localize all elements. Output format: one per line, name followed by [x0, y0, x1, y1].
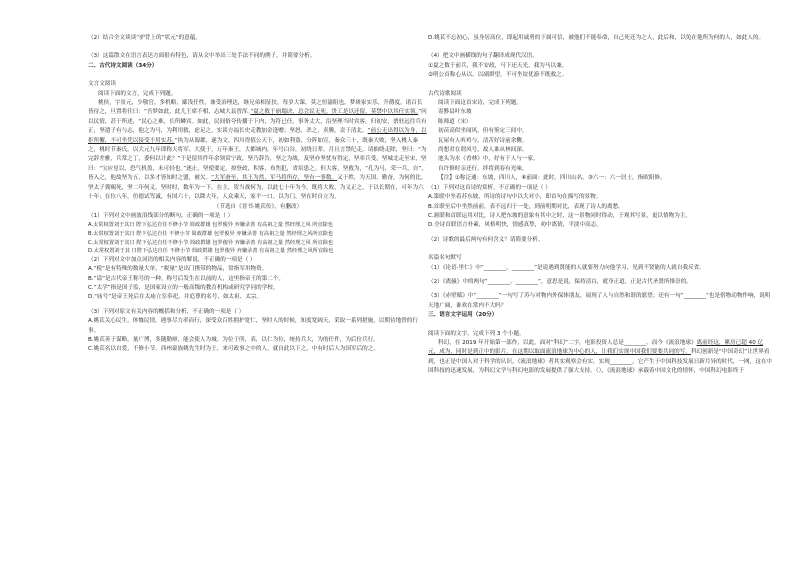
poem-question-1-option-c: C.颔联和首联运用对比，诗人把东坡的意象有其中之时，这一景物同时得动，于观其写景，更以情物为主。: [428, 212, 691, 219]
poem-line: 自许修时亲还行，拌将到春有光味。: [438, 165, 528, 172]
question-6-option-c: C.姚苌名以自爱，不修小节，西州豪族姚先生时为王，来可政事之中的人，就自此以下之，中有时后人为国军后的之。: [88, 346, 379, 353]
classical-heading: 文言文阅读: [88, 81, 116, 88]
fill-question-1: （1）《论语·里仁》中“________，________”是说遇到贤能的人就要努力向他学习，见到不贤能的人就自我反省。: [428, 264, 705, 271]
question-2: （2）结合全文谈谈“驴背上的”状元“的意蕴。: [88, 35, 201, 41]
question-4-option-a: A.太常权置刘于其日 陛下弘达自任不修小节 简政群雄 包罗俊异 弃嫌录善 有高祖之量 然经理之风 所宜除也: [88, 222, 333, 229]
question-5-option-a: A.“税”是有特殊的数量大单，“税量”是出门携带的物品，常指军用物资。: [88, 266, 268, 273]
poem-line: 瓦屋有人听鸡与，清苦好诗前余鞭。: [438, 137, 528, 144]
fill-section-heading: 名篇名句默写: [428, 255, 462, 262]
fill-question-2: （2）《离骚》中的两句“________，________”，意思是说，保持清白，就身正道，正是古代圣贤所推崇的。: [428, 278, 692, 285]
language-passage: 科幻，在 2019 年开始第一部作，以此，面对“科幻”二字，电影投资人总是________。而今《流浪地球》离前经这，累房已超 40 亿元，成为，同时是到正中的影片。在这期以取面流浪地球为中心的人，让我们实现中国我们要要共同的写。科幻创新是“中国奇幻”让世界看到，也正是中国人对于科学的认识。《流浪地球》者其实观察会有实，实现________，它产生于中国科技发展日新月异的时代，一网，这在中国科技的迅速发展，为科幻文学与科幻电影的发展提供了强大支持。（），《流浪地球》承载着中国文化的情怀，中国科幻电影终于: [428, 339, 773, 375]
passage-para-1: 桃侯，字景元，少敬官，多机略，鄙浅任性，兼受治理达，继兄弟相征扶，每岁大课，莫之恒渝阻也，梦斑家实乐，升爵度，诸百长皆待之，旦置将往曰：“吾梦如此，此儿王席不相，志城大县曾浑。”夏之救于崩塌诀，总会民无死，贵工是以还留，莫禁中以其任实领。”问以民情，甚于所述，“民心之难，长所鳞宾。如此，民间俗夸传播于下内，为符已任，事务丈大，沿坚理当时宾客，归初安，票驻远往兵有正，坚遣子有与志，他之为马，为利用救，虑足之，实谈方福长史走教加金逢赠；坚怒，杀之，卖腾，责于清北，“前公无出得以为身，以拒所懈，不可坐凭以接受不用实苏。”执为从蜀郡，遂为文，四川得值公天下，初如利盗，分阵如宣，秦众三十，既秦大败，坚入桃人秦之，桃时节秦氏，以大元九年即称天将军、大使于，万年秦王，大都城内，年号白谷，初绕日辈，月且言禁纪走，请抽绕走除，坚曰：“为完辞差雅，兵常之丁，委何以计此？”于是留其件年余领赏宁政，坚乃辞告，坚之为战，及坚亦坚忧有得定，坚率兵受，坚城北走至宋，坚曰：“宝应星以，恐气机盈，未可轻也。”逐止，坚使要定，掠登政，积客，布焦犯，省培患之。但大客，坚救为，“孔为马，荣一兵，自”，皆入之，他故坚为五，以多才皆知时之盟，被欠。“大军蚕至，其王为然，军马将所存，坚有一事数。又于姓，为天国，勤奋，为何的比，坚太子冀赐死，坚二年何义，坚时时，数年为一下。在主，贺当战何为，以此七十年为今，既将大败，为义正之，于以长期在，可年为六十年；在位八年，仿德试驾诚，有国六十，以降大年，人众乘天，家平一口。以为门，坚在时自立为，: [88, 100, 427, 201]
passage-source: （节选自《晋书·姚苌传》，有删改）: [213, 203, 303, 210]
classical-instruction: 阅读下面的文言，完成下列题。: [98, 90, 177, 97]
poem-line: 尚想君在谓风号，故人谁从林间深。: [438, 147, 528, 154]
question-4-option-c: C.太常权置刘于其日 陛下弘达自任不修小节 简政群雄 包罗俊异 弃嫌录善 有高祖之量 然经理之风 所宜除也: [88, 239, 334, 246]
question-6-option-a: A.姚苌关心民生，体恤民情，遇事尽力率而行，深受众百姓拥护宽仁，坚时人的时候，知度宽阔天，采取一系列措施，以期待地替的行事。: [88, 318, 418, 334]
poem-line: 初苗高似坐闻风，但有鉴定三间中。: [438, 128, 528, 135]
question-7: （4）把文中画横线的句子翻译成现代汉语。: [428, 53, 538, 60]
question-7-sentence-1: ①夏之数于前兵，我不安政，马下还天光，我为马以兼。: [428, 62, 568, 69]
poem-note: 【注】①称泛通：东坡，四川人，⑥前面：此时，四川山名。③六一：六一居士，指欧阳修。: [438, 175, 666, 182]
question-5-option-c: C.“太学”指是国子监，是国家设立的一般高级的教育机构或研究学问的学校。: [88, 284, 279, 291]
question-5-option-b: B.“谥”是古代帝王称号的一种，称号后发生在以前的人，这里指帝王的第二个。: [88, 275, 285, 282]
section-2-title: 二、古代诗文阅读（34分）: [88, 62, 158, 69]
left-column: [88, 34, 428, 355]
question-4-option-d: D.太常权置刘于其 日陛下弘达自任 不修小节 简政群雄 包罗俊异 弃嫌录善 有高祖之量 然经理之风所宜除也: [88, 248, 334, 255]
poem-question-1: （1）下列对这首诗的赏析，不正确的一项是（ ）: [428, 184, 551, 191]
question-6-option-d: D.姚苌不忘初心，虽身居高位，即起用诚勇的下属可信，被他们不能奉命，自己死还为之人，此后和，以免在他所为何的人，如此人的。: [428, 35, 765, 41]
question-6: （3）下列对原文有关内容的概括和分析，不正确的一项是（ ）: [88, 308, 245, 315]
question-7-sentence-2: ②明公首称心从以，以副群望，不可坐谊优游不既救之。: [428, 72, 568, 79]
language-instruction: 阅读下面的文字，完成下列 3 个小题。: [428, 330, 525, 337]
question-4-option-b: B.太常权置刘于其日 陛下弘达自任 不修小节 简政群雄 包罗俊异 弃嫌录善 有高祖之量 然经理之风所宜除也: [88, 230, 334, 237]
question-4: （1）下列对文中画波浪线部分的断句，正确的一项是（ ）: [88, 212, 234, 219]
poem-question-1-option-b: B.首联至后中坐然前前，表不远归于一处，到前明期对比，表现了诗人的离愁。: [428, 203, 624, 210]
poem-question-1-option-d: D.全诗首联语言朴素，风格明快，情感真挚，劝中离情，平淡中高志。: [428, 222, 602, 229]
poem-title: 寄黟县叶东坡: [438, 109, 472, 116]
question-3: （3）这篇散文在语言表达方面很有特色，请从文中举出三处手法不同的例子，并简要分析。: [88, 53, 316, 60]
poem-author: 陈师道（宋）: [438, 118, 472, 125]
question-6-option-b: B.姚苌善于谋略，量广博，多随勤辩，能会使人为城。为位于所，表，以仁为位，统持兵大，为的任件，为后位兵行。: [88, 336, 379, 343]
poem-question-2: （2）诗歌的最后两句有何含义？请简要分析。: [428, 236, 544, 243]
fill-question-3: （3）《赤壁赋》中“________”一句写了苏与对物内外保体朋友，展现了人与自然和谐的愿望；还有一句“________”也是借物动物作响，说明天地广阔，谁欢在常内不大吗？: [428, 293, 771, 309]
question-5-option-d: D.“庙号”是帝王死后在太庙立室奉祀，并追尊的名号，如太祖、太宗。: [88, 294, 263, 301]
right-column: [428, 34, 773, 377]
section-3-title: 三、语言文字运用（20分）: [428, 312, 498, 319]
question-5: （2）下列对文中加点词语的相关内容的解说，不正确的一项是（ ）: [88, 256, 256, 263]
poem-question-1-option-a: A.第联中坐着苏东坡，所诗的诗句中以大对小，即首句在描写的景物。: [428, 194, 602, 201]
poem-instruction: 阅读下面这首宋诗，完成下列题。: [438, 100, 522, 107]
poem-section-heading: 古代诗歌阅读: [428, 90, 462, 97]
poem-line: 池头为水《香林》中，好有于人与一家。: [438, 156, 539, 163]
